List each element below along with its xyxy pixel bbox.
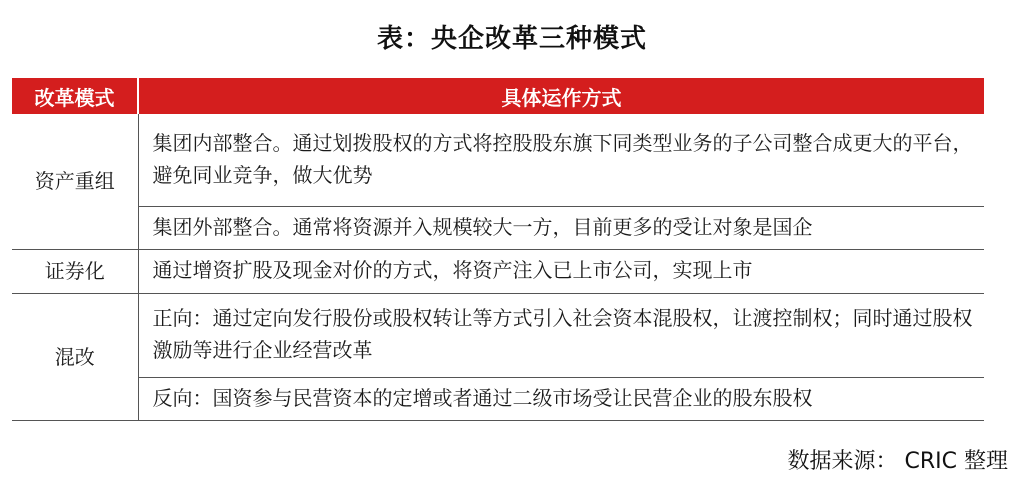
mode-cell: 证券化 [12, 249, 138, 293]
table-row [12, 206, 984, 249]
table-title: 表：央企改革三种模式 [376, 24, 647, 54]
desc-cell: 集团内部整合。通过划拨股权的方式将控股股东旗下同类型业务的子公司整合成更大的平台，避免同业竞争，做大优势 [138, 114, 984, 206]
header-reform-mode: 改革模式 [12, 78, 138, 114]
desc-cell: 反向：国资参与民营资本的定增或者通过二级市场受让民营企业的股东股权 [138, 377, 984, 420]
mode-cell: 混改 [12, 293, 138, 420]
desc-cell: 通过增资扩股及现金对价的方式，将资产注入已上市公司，实现上市 [138, 249, 984, 293]
reform-modes-table [12, 78, 984, 421]
data-source-note: 数据来源： CRIC 整理 [787, 449, 1008, 474]
table-row [12, 249, 984, 293]
desc-cell: 集团外部整合。通常将资源并入规模较大一方，目前更多的受让对象是国企 [138, 206, 984, 249]
table-row [12, 293, 984, 377]
mode-cell: 资产重组 [12, 114, 138, 249]
desc-cell: 正向：通过定向发行股份或股权转让等方式引入社会资本混股权，让渡控制权；同时通过股权激励等进行企业经营改革 [138, 293, 984, 377]
header-row [12, 78, 984, 114]
table-row [12, 377, 984, 420]
header-operation-method: 具体运作方式 [138, 78, 984, 114]
table-row [12, 114, 984, 206]
